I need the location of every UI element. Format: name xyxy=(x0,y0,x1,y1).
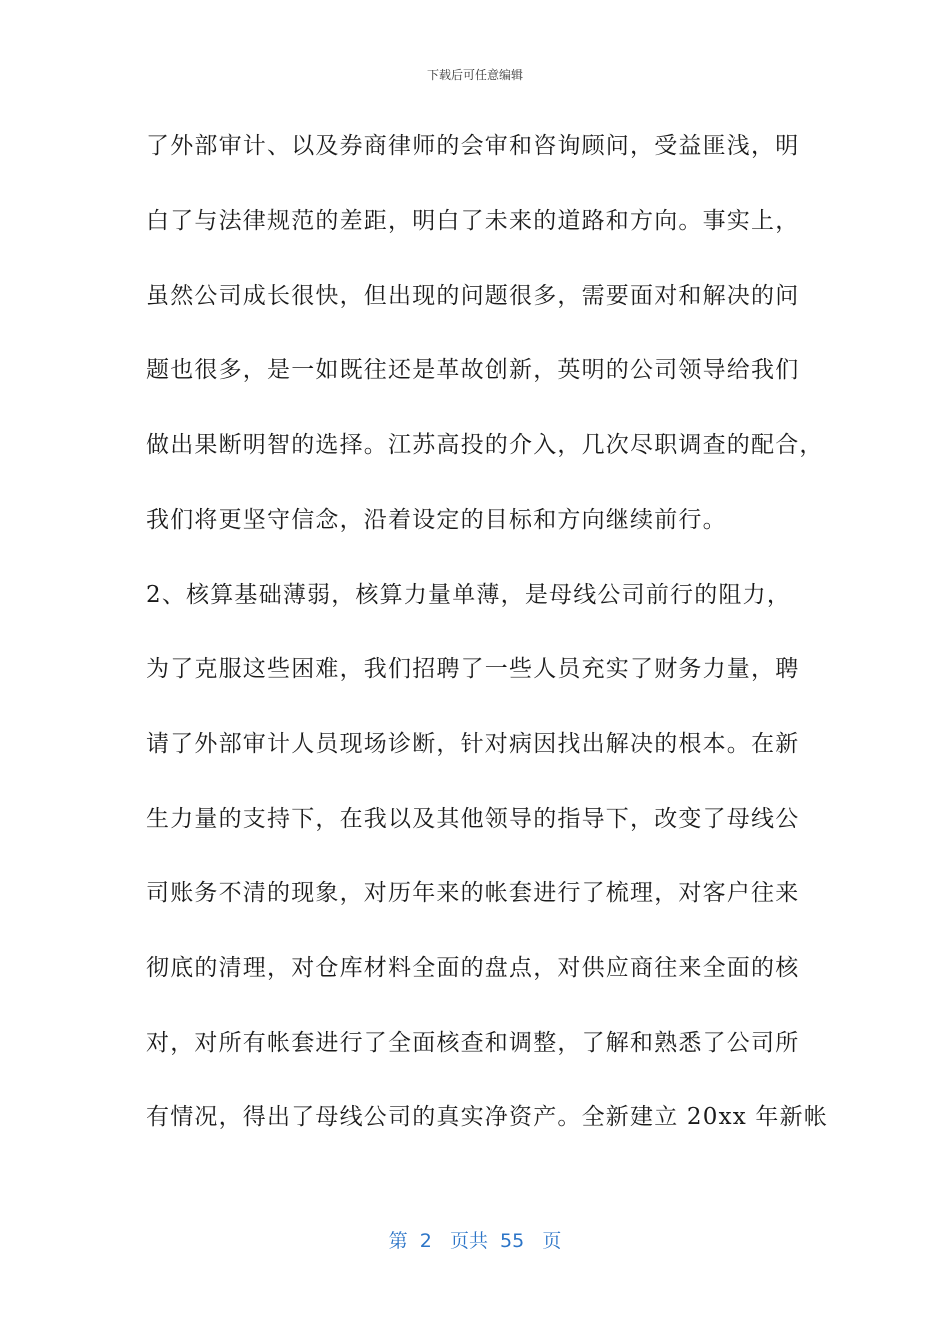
body-line: 了外部审计、以及券商律师的会审和咨询顾问，受益匪浅，明 xyxy=(146,133,800,159)
page-middle: 页共 xyxy=(449,1230,488,1252)
body-line: 做出果断明智的选择。江苏高投的介入，几次尽职调查的配合， xyxy=(146,432,824,458)
page-number-footer xyxy=(0,1226,950,1253)
total-pages-number: 55 xyxy=(500,1230,525,1252)
body-line: 请了外部审计人员现场诊断，针对病因找出解决的根本。在新 xyxy=(146,731,800,757)
page-prefix: 第 xyxy=(388,1230,408,1252)
body-line: 司账务不清的现象，对历年来的帐套进行了梳理，对客户往来 xyxy=(146,880,800,906)
page-suffix: 页 xyxy=(542,1230,562,1252)
body-line: 题也很多，是一如既往还是革故创新，英明的公司领导给我们 xyxy=(146,357,800,383)
body-line: 我们将更坚守信念，沿着设定的目标和方向继续前行。 xyxy=(146,507,727,533)
body-line: 为了克服这些困难，我们招聘了一些人员充实了财务力量，聘 xyxy=(146,656,800,682)
body-line: 生力量的支持下，在我以及其他领导的指导下，改变了母线公 xyxy=(146,806,800,832)
current-page-number: 2 xyxy=(419,1230,432,1252)
body-line: 虽然公司成长很快，但出现的问题很多，需要面对和解决的问 xyxy=(146,283,800,309)
body-line: 2、核算基础薄弱，核算力量单薄，是母线公司前行的阻力， xyxy=(146,582,792,608)
body-line: 对，对所有帐套进行了全面核查和调整，了解和熟悉了公司所 xyxy=(146,1030,800,1056)
body-line: 彻底的清理，对仓库材料全面的盘点，对供应商往来全面的核 xyxy=(146,955,800,981)
body-line: 有情况，得出了母线公司的真实净资产。全新建立 20xx 年新帐 xyxy=(146,1104,829,1130)
body-line: 白了与法律规范的差距，明白了未来的道路和方向。事实上， xyxy=(146,208,800,234)
page-header: 下载后可任意编辑 xyxy=(426,68,523,82)
